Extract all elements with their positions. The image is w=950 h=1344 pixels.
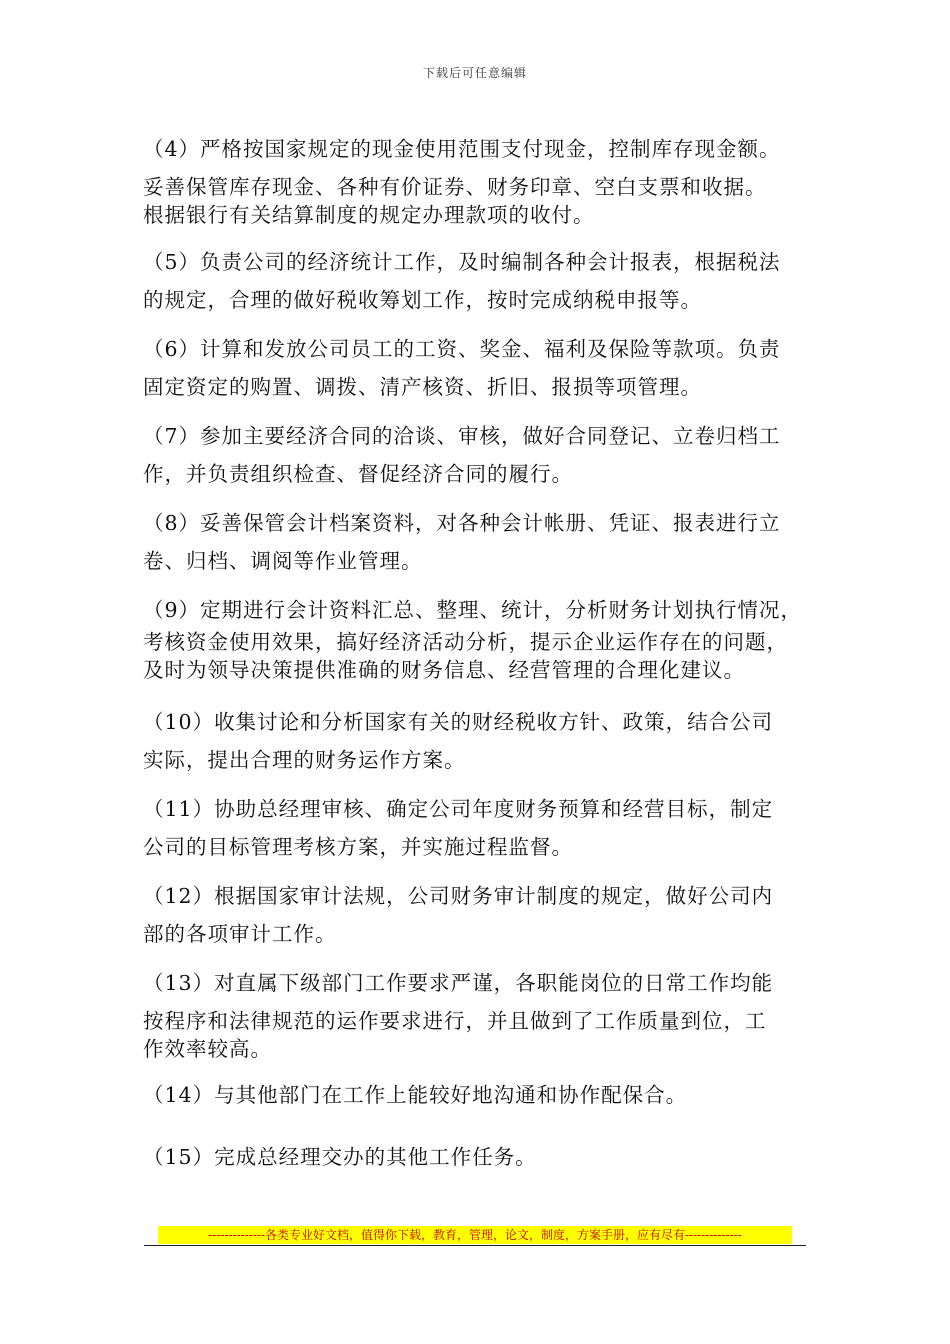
text-line: （10）收集讨论和分析国家有关的财经税收方针、政策，结合公司 xyxy=(143,710,774,734)
paragraph xyxy=(143,792,815,864)
footer-divider xyxy=(144,1245,806,1246)
paragraph xyxy=(143,593,815,687)
text-line: 固定资定的购置、调拨、清产核资、折旧、报损等项管理。 xyxy=(143,375,702,399)
text-line: 妥善保管库存现金、各种有价证券、财务印章、空白支票和收据。 xyxy=(143,175,767,199)
text-line: （15）完成总经理交办的其他工作任务。 xyxy=(143,1145,537,1169)
text-line: 卷、归档、调阅等作业管理。 xyxy=(143,549,423,573)
paragraph xyxy=(143,332,815,404)
text-line: 及时为领导决策提供准确的财务信息、经营管理的合理化建议。 xyxy=(143,658,745,682)
text-line: 实际，提出合理的财务运作方案。 xyxy=(143,748,466,772)
text-line: （12）根据国家审计法规，公司财务审计制度的规定，做好公司内 xyxy=(143,884,774,908)
text-line: 作，并负责组织检查、督促经济合同的履行。 xyxy=(143,462,573,486)
text-line: 根据银行有关结算制度的规定办理款项的收付。 xyxy=(143,203,595,227)
text-line: （8）妥善保管会计档案资料，对各种会计帐册、凭证、报表进行立 xyxy=(143,511,781,535)
paragraph xyxy=(143,705,815,777)
text-line: （6）计算和发放公司员工的工资、奖金、福利及保险等款项。负责 xyxy=(143,337,781,361)
text-line: 作效率较高。 xyxy=(143,1037,272,1061)
text-line: （7）参加主要经济合同的洽谈、审核，做好合同登记、立卷归档工 xyxy=(143,424,781,448)
paragraph xyxy=(143,879,815,951)
text-line: （5）负责公司的经济统计工作，及时编制各种会计报表，根据税法 xyxy=(143,250,781,274)
paragraph xyxy=(143,1078,815,1112)
text-line: 考核资金使用效果，搞好经济活动分析，提示企业运作存在的问题， xyxy=(143,630,788,654)
paragraph xyxy=(143,506,815,578)
paragraph xyxy=(143,132,815,232)
text-line: 按程序和法律规范的运作要求进行，并且做到了工作质量到位，工 xyxy=(143,1009,767,1033)
text-line: （11）协助总经理审核、确定公司年度财务预算和经营目标，制定 xyxy=(143,797,774,821)
text-line: （13）对直属下级部门工作要求严谨，各职能岗位的日常工作均能 xyxy=(143,971,774,995)
page-header: 下载后可任意编辑 xyxy=(422,66,527,80)
paragraph xyxy=(143,245,815,317)
text-line: （14）与其他部门在工作上能较好地沟通和协作配保合。 xyxy=(143,1083,688,1107)
text-line: 的规定，合理的做好税收筹划工作，按时完成纳税申报等。 xyxy=(143,288,702,312)
text-line: 部的各项审计工作。 xyxy=(143,922,337,946)
text-line: （9）定期进行会计资料汇总、整理、统计，分析财务计划执行情况， xyxy=(143,598,803,622)
paragraph xyxy=(143,1140,815,1174)
text-line: 公司的目标管理考核方案，并实施过程监督。 xyxy=(143,835,573,859)
text-line: （4）严格按国家规定的现金使用范围支付现金，控制库存现金额。 xyxy=(143,137,781,161)
footer-banner: --------------各类专业好文档，值得你下载，教育，管理，论文，制度，方案手册，应有尽有-------------- xyxy=(158,1226,792,1244)
paragraph xyxy=(143,419,815,491)
paragraph xyxy=(143,966,815,1066)
